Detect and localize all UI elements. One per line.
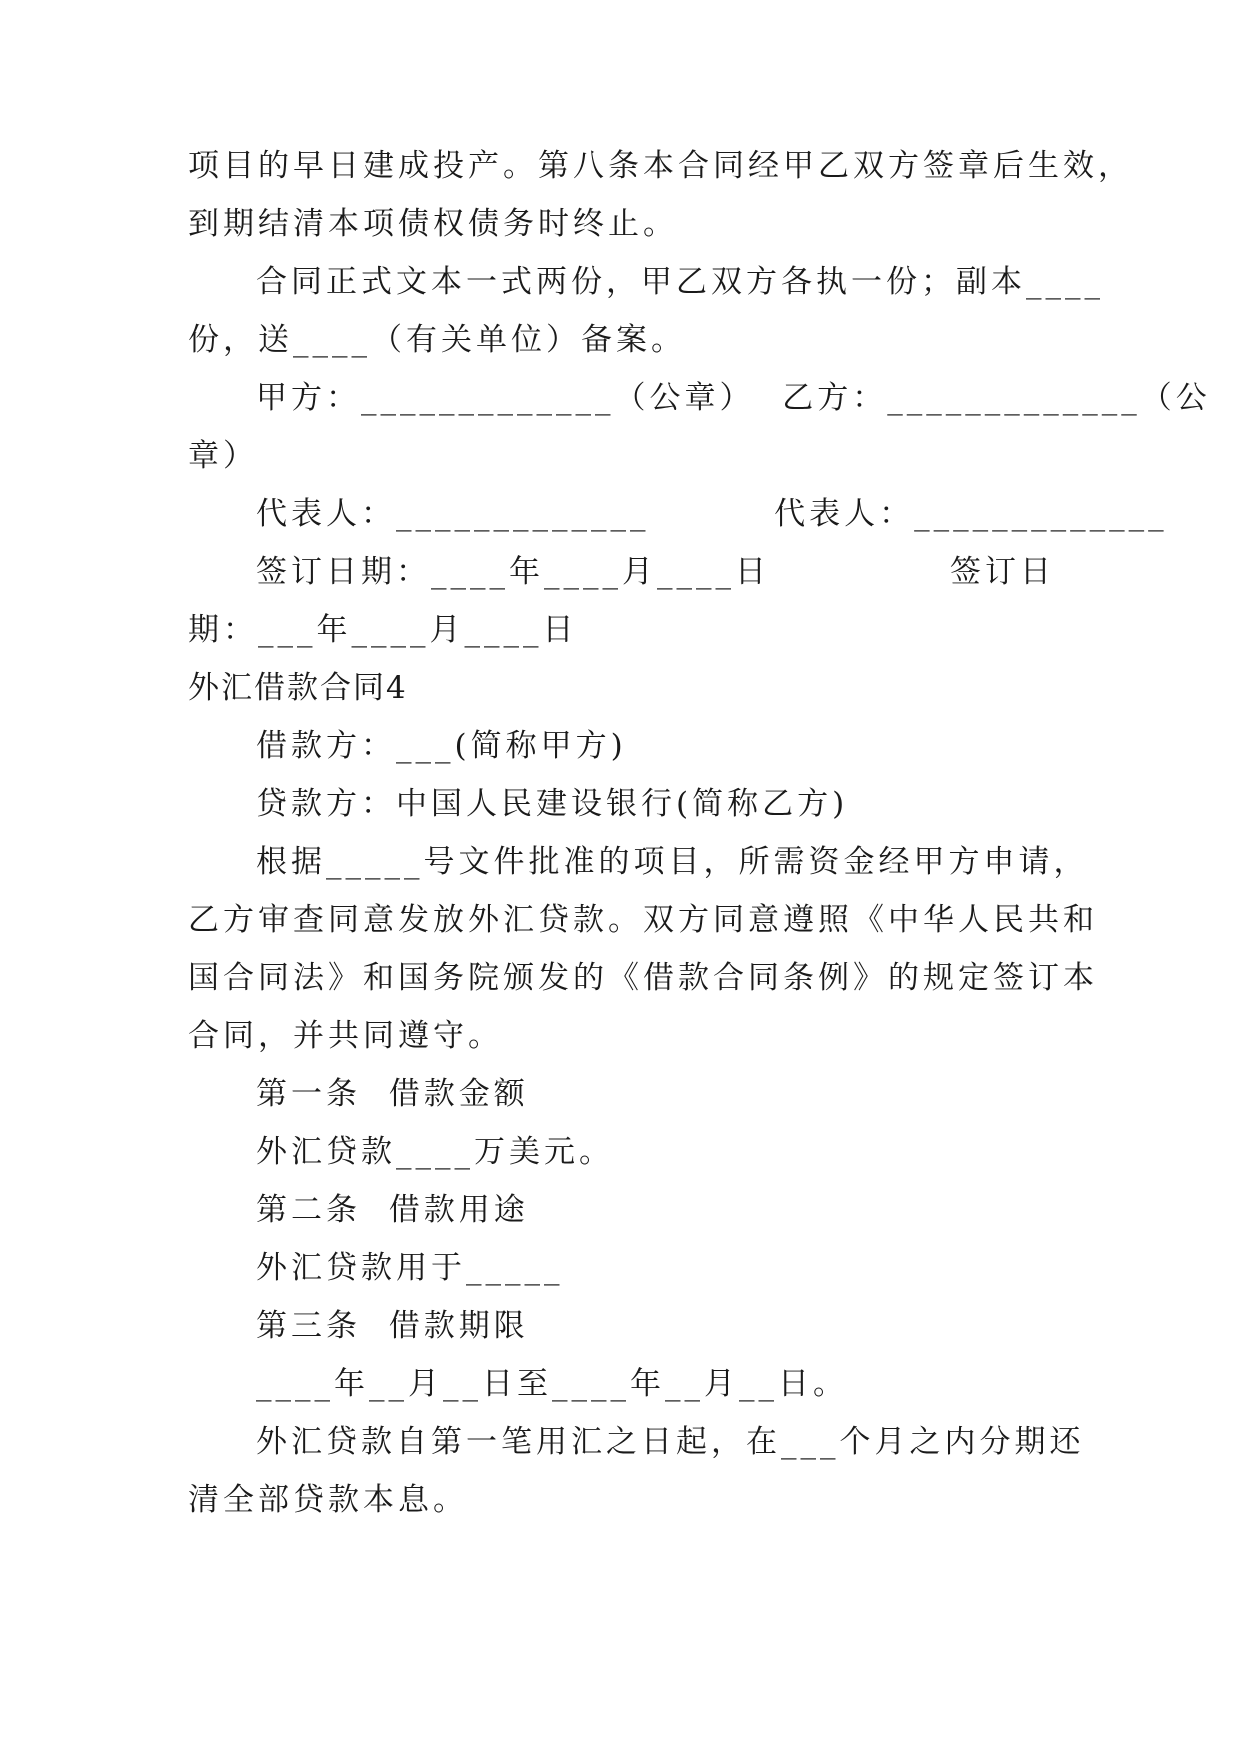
body-text-line: 外汇贷款用于_____ xyxy=(256,1250,564,1286)
body-text-line: 项目的早日建成投产。第八条本合同经甲乙双方签章后生效， xyxy=(188,148,1133,184)
body-text-line: 份，送____（有关单位）备案。 xyxy=(188,322,686,358)
body-text-line: ____年__月__日至____年__月__日。 xyxy=(256,1366,848,1402)
body-text-line: 国合同法》和国务院颁发的《借款合同条例》的规定签订本 xyxy=(188,960,1098,996)
body-text-line: 根据_____号文件批准的项目，所需资金经甲方申请， xyxy=(256,844,1089,880)
body-text-line: 清全部贷款本息。 xyxy=(188,1482,468,1518)
body-text-line: 合同正式文本一式两份，甲乙双方各执一份；副本____ xyxy=(256,264,1104,300)
article-heading: 第二条 借款用途 xyxy=(256,1192,529,1228)
representative-line: 代表人：_____________ 代表人：_____________ xyxy=(256,496,1168,532)
signing-date-line-continued: 期：___年____月____日 xyxy=(188,612,578,648)
lender-line: 贷款方：中国人民建设银行(简称乙方) xyxy=(256,786,849,822)
signature-party-line: 甲方：_____________（公章） 乙方：_____________（公 xyxy=(256,380,1211,416)
body-text-line: 合同，并共同遵守。 xyxy=(188,1018,503,1054)
body-text-line: 乙方审查同意发放外汇贷款。双方同意遵照《中华人民共和 xyxy=(188,902,1098,938)
borrower-line: 借款方：___(简称甲方) xyxy=(256,728,627,764)
body-text-line: 章） xyxy=(188,438,258,474)
body-text-line: 到期结清本项债权债务时终止。 xyxy=(188,206,678,242)
body-text-line: 外汇贷款自第一笔用汇之日起，在___个月之内分期还 xyxy=(256,1424,1085,1460)
article-heading: 第一条 借款金额 xyxy=(256,1076,529,1112)
section-title: 外汇借款合同4 xyxy=(188,670,408,706)
body-text-line: 外汇贷款____万美元。 xyxy=(256,1134,614,1170)
signing-date-line: 签订日期：____年____月____日 xyxy=(256,554,770,590)
signing-date-label-right: 签订日 xyxy=(950,554,1055,590)
article-heading: 第三条 借款期限 xyxy=(256,1308,529,1344)
